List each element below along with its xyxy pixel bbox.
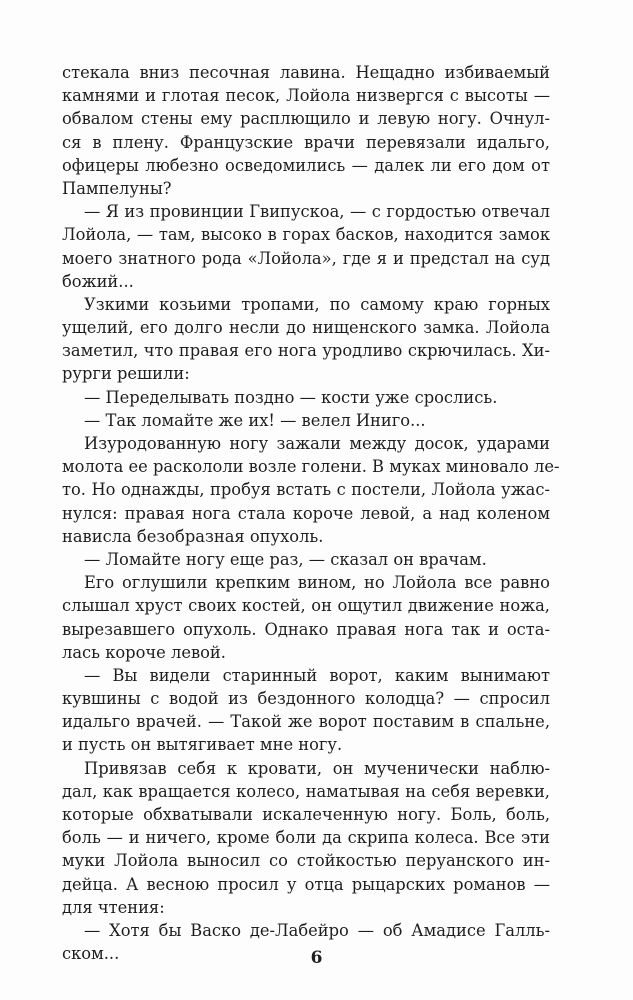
text-line: ущелий, его долго несли до нищенского замка. Лойола	[62, 318, 550, 338]
text-line: молота ее раскололи возле голени. В муках миновало ле-	[62, 457, 560, 477]
text-line: Его оглушили крепким вином, но Лойола все равно	[84, 573, 550, 593]
text-line: Пампелуны?	[62, 178, 172, 198]
body-text	[62, 61, 560, 965]
text-line: заметил, что правая его нога уродливо скрючилась. Хи-	[62, 341, 550, 361]
text-line: — Так ломайте же их! — велел Иниго...	[84, 410, 426, 430]
text-line: и пусть он вытягивает мне ногу.	[62, 735, 343, 755]
text-line: вырезавшего опухоль. Однако правая нога так и оста-	[62, 619, 550, 639]
text-line: — Переделывать поздно — кости уже срослись.	[84, 387, 498, 407]
text-line: нависла безобразная опухоль.	[62, 526, 324, 546]
text-line: слышал хруст своих костей, он ощутил движение ножа,	[62, 596, 550, 616]
text-line: Изуродованную ногу зажали между досок, ударами	[84, 434, 550, 453]
text-line: дал, как вращается колесо, наматывая на себя веревки,	[62, 781, 550, 801]
text-line: — Хотя бы Васко де-Лабейро — об Амадисе Галль-	[84, 920, 550, 940]
text-line: рурги решили:	[62, 364, 190, 384]
text-line: которые обхватывали искалеченную ногу. Боль, боль,	[62, 805, 550, 824]
text-line: камнями и глотая песок, Лойола низвергся с высоты —	[62, 86, 550, 106]
text-line: Узкими козьими тропами, по самому краю горных	[84, 294, 550, 314]
text-line: — Я из провинции Гвипускоа, — с гордостью отвечал	[84, 202, 550, 222]
page-number: 6	[310, 948, 323, 968]
text-line: офицеры любезно осведомились — далек ли его дом от	[62, 155, 550, 175]
text-line: Привязав себя к кровати, он мученически наблю-	[84, 758, 550, 778]
text-line: муки Лойола выносил со стойкостью перуанского ин-	[62, 851, 550, 871]
text-line: моего знатного рода «Лойола», где я и предстал на суд	[62, 248, 550, 268]
text-line: — Ломайте ногу еще раз, — сказал он врачам.	[84, 549, 487, 569]
text-line: — Вы видели старинный ворот, каким вынимают	[84, 665, 550, 685]
text-line: боль — и ничего, кроме боли да скрипа колеса. Все эти	[62, 828, 550, 848]
text-line: божий...	[62, 271, 134, 291]
text-line: Лойола, — там, высоко в горах басков, находится замок	[62, 225, 550, 245]
text-line: для чтения:	[62, 897, 165, 917]
text-line: лась короче левой.	[62, 642, 226, 662]
text-line: стекала вниз песочная лавина. Нещадно избиваемый	[62, 63, 550, 82]
text-line: нулся: правая нога стала короче левой, а над коленом	[62, 503, 550, 523]
text-line: ском...	[62, 944, 120, 964]
text-line: ся в плену. Французские врачи перевязали идальго,	[62, 132, 550, 152]
text-line: идальго врачей. — Такой же ворот поставим в спальне,	[62, 712, 550, 732]
text-line: кувшины с водой из бездонного колодца? — спросил	[62, 689, 550, 709]
text-line: дейца. А весною просил у отца рыцарских романов —	[62, 874, 550, 894]
text-line: то. Но однажды, пробуя встать с постели, Лойола ужас-	[62, 480, 550, 500]
text-line: обвалом стены ему расплющило и левую ногу. Очнул-	[62, 109, 550, 129]
